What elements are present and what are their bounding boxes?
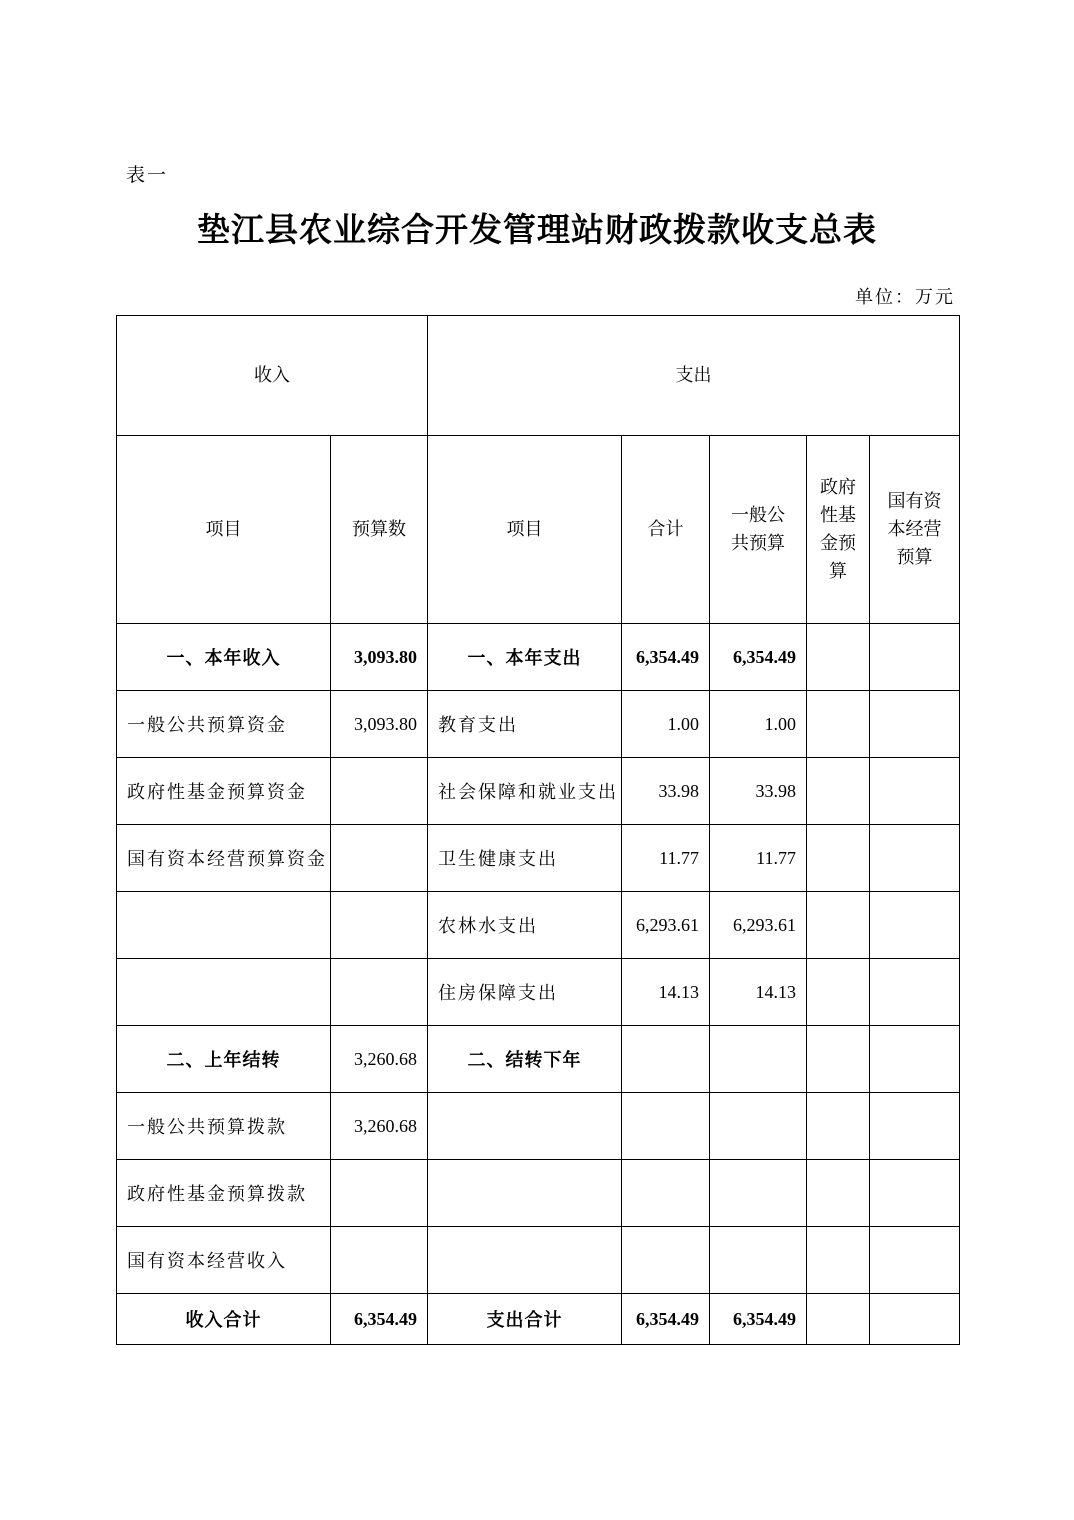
- expense-item: 农林水支出: [428, 892, 622, 959]
- gov-fund: [807, 1294, 870, 1345]
- income-item: 一、本年收入: [117, 624, 331, 691]
- general-budget-header: 一般公共预算: [710, 436, 807, 624]
- general-budget: [710, 1160, 807, 1227]
- state-capital: [870, 691, 960, 758]
- general-budget: 6,354.49: [710, 1294, 807, 1345]
- expense-item: 社会保障和就业支出: [428, 758, 622, 825]
- general-budget: 33.98: [710, 758, 807, 825]
- income-amount: [331, 758, 428, 825]
- income-item: 国有资本经营收入: [117, 1227, 331, 1294]
- gov-fund: [807, 1026, 870, 1093]
- header-row-2: [117, 436, 960, 624]
- state-capital: [870, 825, 960, 892]
- table-row: [117, 1093, 960, 1160]
- expense-total: 6,354.49: [622, 1294, 710, 1345]
- expense-item: 教育支出: [428, 691, 622, 758]
- income-item: [117, 892, 331, 959]
- expense-item: [428, 1093, 622, 1160]
- gov-fund: [807, 959, 870, 1026]
- unit-label: 单位：万元: [855, 287, 955, 308]
- gov-fund: [807, 1227, 870, 1294]
- income-item-header: 项目: [117, 436, 331, 624]
- state-capital: [870, 624, 960, 691]
- table-row: [117, 892, 960, 959]
- gov-fund: [807, 624, 870, 691]
- income-total-amount: 6,354.49: [331, 1294, 428, 1345]
- income-item: 一般公共预算拨款: [117, 1093, 331, 1160]
- budget-header: 预算数: [331, 436, 428, 624]
- state-capital: [870, 1093, 960, 1160]
- income-amount: [331, 1227, 428, 1294]
- gov-fund: [807, 1160, 870, 1227]
- state-capital: [870, 1227, 960, 1294]
- expense-total: [622, 1026, 710, 1093]
- table-row: [117, 691, 960, 758]
- general-budget: [710, 1026, 807, 1093]
- gov-fund: [807, 825, 870, 892]
- table-label: 表一: [126, 164, 169, 186]
- general-budget: [710, 1093, 807, 1160]
- expense-item: [428, 1227, 622, 1294]
- gov-fund: [807, 1093, 870, 1160]
- income-item: 政府性基金预算拨款: [117, 1160, 331, 1227]
- gov-fund-header: 政府性基金预算: [807, 436, 870, 624]
- income-amount: [331, 959, 428, 1026]
- income-item: [117, 959, 331, 1026]
- income-item: 政府性基金预算资金: [117, 758, 331, 825]
- expense-total: 14.13: [622, 959, 710, 1026]
- table-row: [117, 1227, 960, 1294]
- table-row: [117, 1026, 960, 1093]
- income-amount: 3,093.80: [331, 624, 428, 691]
- general-budget: [710, 1227, 807, 1294]
- general-budget: 11.77: [710, 825, 807, 892]
- expense-total: 1.00: [622, 691, 710, 758]
- income-amount: 3,260.68: [331, 1026, 428, 1093]
- table-row: [117, 959, 960, 1026]
- expense-total-label: 支出合计: [428, 1294, 622, 1345]
- income-header: 收入: [117, 316, 428, 436]
- state-capital-header: 国有资本经营预算: [870, 436, 960, 624]
- general-budget: 14.13: [710, 959, 807, 1026]
- state-capital: [870, 959, 960, 1026]
- general-budget: 6,293.61: [710, 892, 807, 959]
- expense-item: 住房保障支出: [428, 959, 622, 1026]
- expense-total: 11.77: [622, 825, 710, 892]
- income-total-label: 收入合计: [117, 1294, 331, 1345]
- expense-total: [622, 1160, 710, 1227]
- expense-total: 6,293.61: [622, 892, 710, 959]
- general-budget: 6,354.49: [710, 624, 807, 691]
- gov-fund: [807, 758, 870, 825]
- gov-fund: [807, 691, 870, 758]
- income-item: 二、上年结转: [117, 1026, 331, 1093]
- expense-header: 支出: [428, 316, 960, 436]
- income-amount: 3,093.80: [331, 691, 428, 758]
- state-capital: [870, 1294, 960, 1345]
- state-capital: [870, 1026, 960, 1093]
- table-row: [117, 624, 960, 691]
- table-row: [117, 825, 960, 892]
- total-header: 合计: [622, 436, 710, 624]
- expense-item: 一、本年支出: [428, 624, 622, 691]
- expense-total: 33.98: [622, 758, 710, 825]
- income-amount: [331, 892, 428, 959]
- expense-item: 二、结转下年: [428, 1026, 622, 1093]
- budget-table: [116, 315, 960, 1345]
- income-amount: 3,260.68: [331, 1093, 428, 1160]
- expense-total: [622, 1093, 710, 1160]
- state-capital: [870, 1160, 960, 1227]
- state-capital: [870, 758, 960, 825]
- expense-item: [428, 1160, 622, 1227]
- state-capital: [870, 892, 960, 959]
- expense-total: 6,354.49: [622, 624, 710, 691]
- income-item: 国有资本经营预算资金: [117, 825, 331, 892]
- expense-total: [622, 1227, 710, 1294]
- expense-item-header: 项目: [428, 436, 622, 624]
- expense-item: 卫生健康支出: [428, 825, 622, 892]
- general-budget: 1.00: [710, 691, 807, 758]
- table-row: [117, 1160, 960, 1227]
- gov-fund: [807, 892, 870, 959]
- income-item: 一般公共预算资金: [117, 691, 331, 758]
- income-amount: [331, 1160, 428, 1227]
- page-title: 垫江县农业综合开发管理站财政拨款收支总表: [197, 210, 877, 249]
- total-row: [117, 1294, 960, 1345]
- income-amount: [331, 825, 428, 892]
- table-row: [117, 758, 960, 825]
- header-row-1: [117, 316, 960, 436]
